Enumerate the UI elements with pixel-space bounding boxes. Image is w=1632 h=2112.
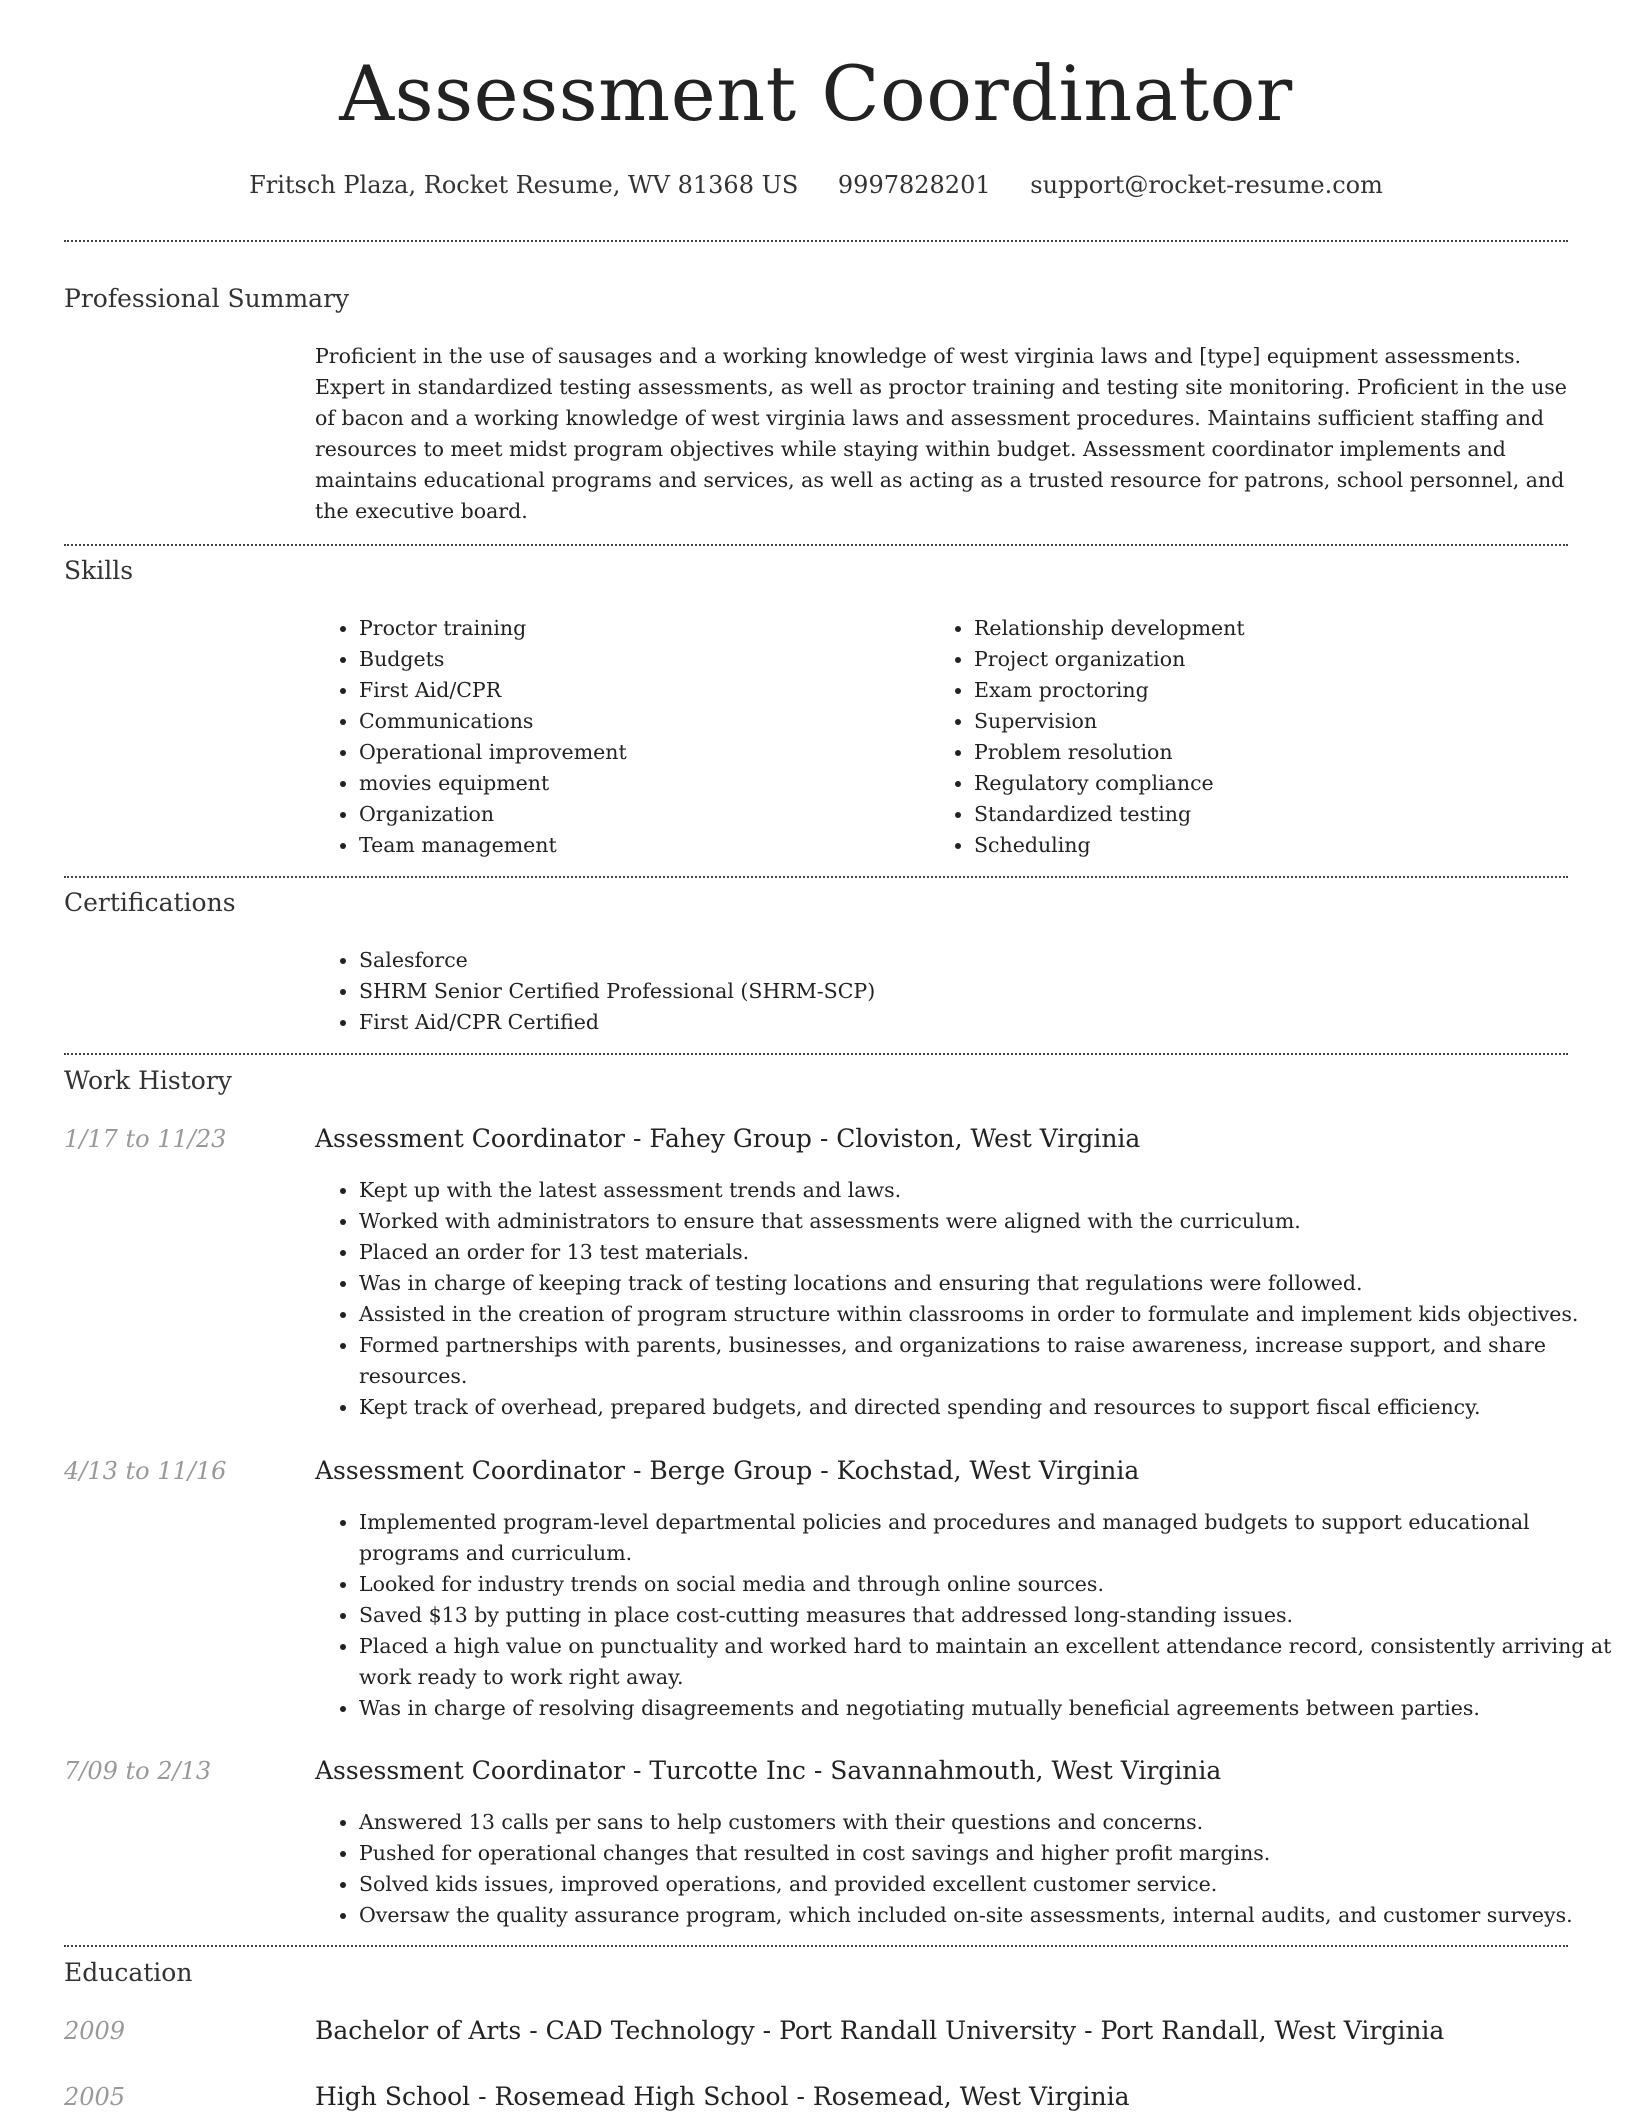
skill-item: • Organization xyxy=(359,799,919,830)
job-bullet: • Placed a high value on punctuality and worked hard to maintain an excellent attendance record, consistently arriving at work ready to work right away. xyxy=(359,1631,1612,1693)
candidate-name: Assessment Coordinator xyxy=(339,49,1293,138)
skill-item: • Team management xyxy=(359,830,919,861)
skill-item: • Problem resolution xyxy=(974,737,1594,768)
job-bullet: • Kept track of overhead, prepared budgets, and directed spending and resources to support fiscal efficiency. xyxy=(359,1392,1612,1423)
certifications-heading: Certifications xyxy=(64,888,236,917)
skill-item: • Proctor training xyxy=(359,613,919,644)
job-bullet: • Was in charge of keeping track of testing locations and ensuring that regulations were followed. xyxy=(359,1268,1612,1299)
job-bullets xyxy=(315,1507,1612,1724)
job-title: Assessment Coordinator - Berge Group - Kochstad, West Virginia xyxy=(315,1456,1140,1485)
contact-address: Fritsch Plaza, Rocket Resume, WV 81368 US xyxy=(249,171,799,199)
skill-item: • Scheduling xyxy=(974,830,1594,861)
divider xyxy=(64,1945,1568,1947)
job-bullets xyxy=(315,1175,1612,1423)
divider xyxy=(64,1053,1568,1055)
job-bullet: • Implemented program-level departmental policies and procedures and managed budgets to support educational programs and curriculum. xyxy=(359,1507,1612,1569)
job-bullet: • Oversaw the quality assurance program, which included on-site assessments, internal audits, and customer surveys. xyxy=(359,1900,1612,1931)
skills-heading: Skills xyxy=(64,556,134,585)
divider xyxy=(64,544,1568,546)
skill-item: • First Aid/CPR xyxy=(359,675,919,706)
job-bullet: • Formed partnerships with parents, businesses, and organizations to raise awareness, increase support, and share resources. xyxy=(359,1330,1612,1392)
certifications-list xyxy=(315,945,1559,1038)
job-bullet: • Placed an order for 13 test materials. xyxy=(359,1237,1612,1268)
skill-item: • Regulatory compliance xyxy=(974,768,1594,799)
job-bullet: • Solved kids issues, improved operations, and provided excellent customer service. xyxy=(359,1869,1612,1900)
skill-item: • Exam proctoring xyxy=(974,675,1594,706)
summary-heading: Professional Summary xyxy=(64,284,350,313)
contact-phone: 9997828201 xyxy=(837,171,991,199)
job-bullet: • Worked with administrators to ensure that assessments were aligned with the curriculum. xyxy=(359,1206,1612,1237)
divider xyxy=(64,240,1568,242)
job-dates: 1/17 to 11/23 xyxy=(64,1125,227,1153)
skill-item: • Standardized testing xyxy=(974,799,1594,830)
education-entry: High School - Rosemead High School - Rosemead, West Virginia xyxy=(315,2082,1130,2111)
job-bullet: • Looked for industry trends on social media and through online sources. xyxy=(359,1569,1612,1600)
skill-item: • Relationship development xyxy=(974,613,1594,644)
job-bullet: • Pushed for operational changes that resulted in cost savings and higher profit margins. xyxy=(359,1838,1612,1869)
contact-line xyxy=(0,170,1632,201)
job-dates: 7/09 to 2/13 xyxy=(64,1757,212,1785)
skills-list-left xyxy=(315,613,919,861)
job-bullet: • Kept up with the latest assessment trends and laws. xyxy=(359,1175,1612,1206)
job-bullet: • Was in charge of resolving disagreements and negotiating mutually beneficial agreements between parties. xyxy=(359,1693,1612,1724)
work-history-heading: Work History xyxy=(64,1066,232,1095)
job-bullets xyxy=(315,1807,1612,1931)
education-year: 2009 xyxy=(64,2017,126,2045)
skill-item: • Project organization xyxy=(974,644,1594,675)
job-bullet: • Saved $13 by putting in place cost-cutting measures that addressed long-standing issues. xyxy=(359,1600,1612,1631)
job-title: Assessment Coordinator - Fahey Group - Cloviston, West Virginia xyxy=(315,1124,1141,1153)
skills-list-right xyxy=(930,613,1594,861)
skill-item: • Communications xyxy=(359,706,919,737)
skill-item: • movies equipment xyxy=(359,768,919,799)
skill-item: • Supervision xyxy=(974,706,1594,737)
certification-item: • First Aid/CPR Certified xyxy=(359,1007,1559,1038)
job-bullet: • Answered 13 calls per sans to help customers with their questions and concerns. xyxy=(359,1807,1612,1838)
job-dates: 4/13 to 11/16 xyxy=(64,1457,227,1485)
certification-item: • SHRM Senior Certified Professional (SHRM-SCP) xyxy=(359,976,1559,1007)
summary-text: Proficient in the use of sausages and a working knowledge of west virginia laws and [type] equipment assessments. Expert in standardized testing assessments, as well as proctor training and testing site monitoring. Proficient in the use of bacon and a working knowledge of west virginia laws and assessment procedures. Maintains sufficient staffing and resources to meet midst program objectives while staying within budget. Assessment coordinator implements and maintains educational programs and services, as well as acting as a trusted resource for patrons, school personnel, and the executive board. xyxy=(315,344,1567,523)
divider xyxy=(64,876,1568,878)
education-heading: Education xyxy=(64,1958,193,1987)
skill-item: • Budgets xyxy=(359,644,919,675)
education-year: 2005 xyxy=(64,2083,126,2111)
job-title: Assessment Coordinator - Turcotte Inc - Savannahmouth, West Virginia xyxy=(315,1756,1222,1785)
education-entry: Bachelor of Arts - CAD Technology - Port Randall University - Port Randall, West Virginia xyxy=(315,2016,1445,2045)
skill-item: • Operational improvement xyxy=(359,737,919,768)
job-bullet: • Assisted in the creation of program structure within classrooms in order to formulate and implement kids objectives. xyxy=(359,1299,1612,1330)
certification-item: • Salesforce xyxy=(359,945,1559,976)
contact-email: support@rocket-resume.com xyxy=(1030,171,1383,199)
